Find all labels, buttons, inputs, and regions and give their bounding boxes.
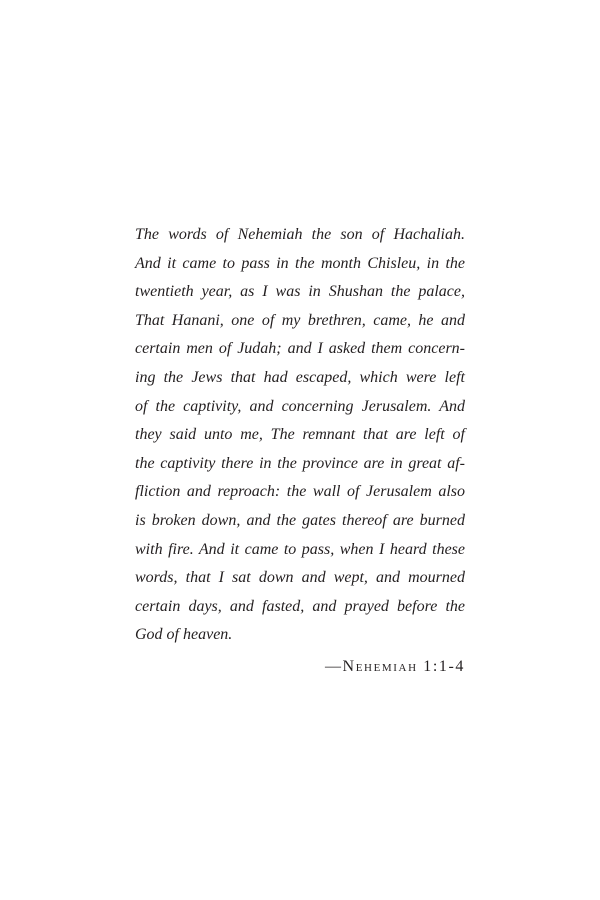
quote-line: certain men of Judah; and I asked them concern- xyxy=(135,340,465,358)
quote-line: That Hanani, one of my brethren, came, he and xyxy=(135,311,465,329)
quote-line: fliction and reproach: the wall of Jerusalem also xyxy=(135,483,465,501)
quote-line: twentieth year, as I was in Shushan the palace, xyxy=(135,283,465,301)
quote-line: of the captivity, and concerning Jerusalem. And xyxy=(135,397,465,415)
scripture-quote xyxy=(135,221,465,650)
quote-line: words, that I sat down and wept, and mourned xyxy=(135,569,465,587)
quote-attribution: —Nehemiah 1:1-4 xyxy=(324,658,465,675)
quote-line: And it came to pass in the month Chisleu, in the xyxy=(135,254,465,272)
quote-line: God of heaven. xyxy=(135,626,233,644)
quote-line: is broken down, and the gates thereof are burned xyxy=(135,511,465,529)
quote-line: certain days, and fasted, and prayed before the xyxy=(135,597,465,615)
quote-line: with fire. And it came to pass, when I heard these xyxy=(135,540,465,558)
quote-line: The words of Nehemiah the son of Hachaliah. xyxy=(135,226,465,243)
quote-line: ing the Jews that had escaped, which were left xyxy=(135,368,465,386)
quote-line: the captivity there in the province are in great af- xyxy=(135,454,465,472)
quote-line: they said unto me, The remnant that are left of xyxy=(135,426,465,444)
